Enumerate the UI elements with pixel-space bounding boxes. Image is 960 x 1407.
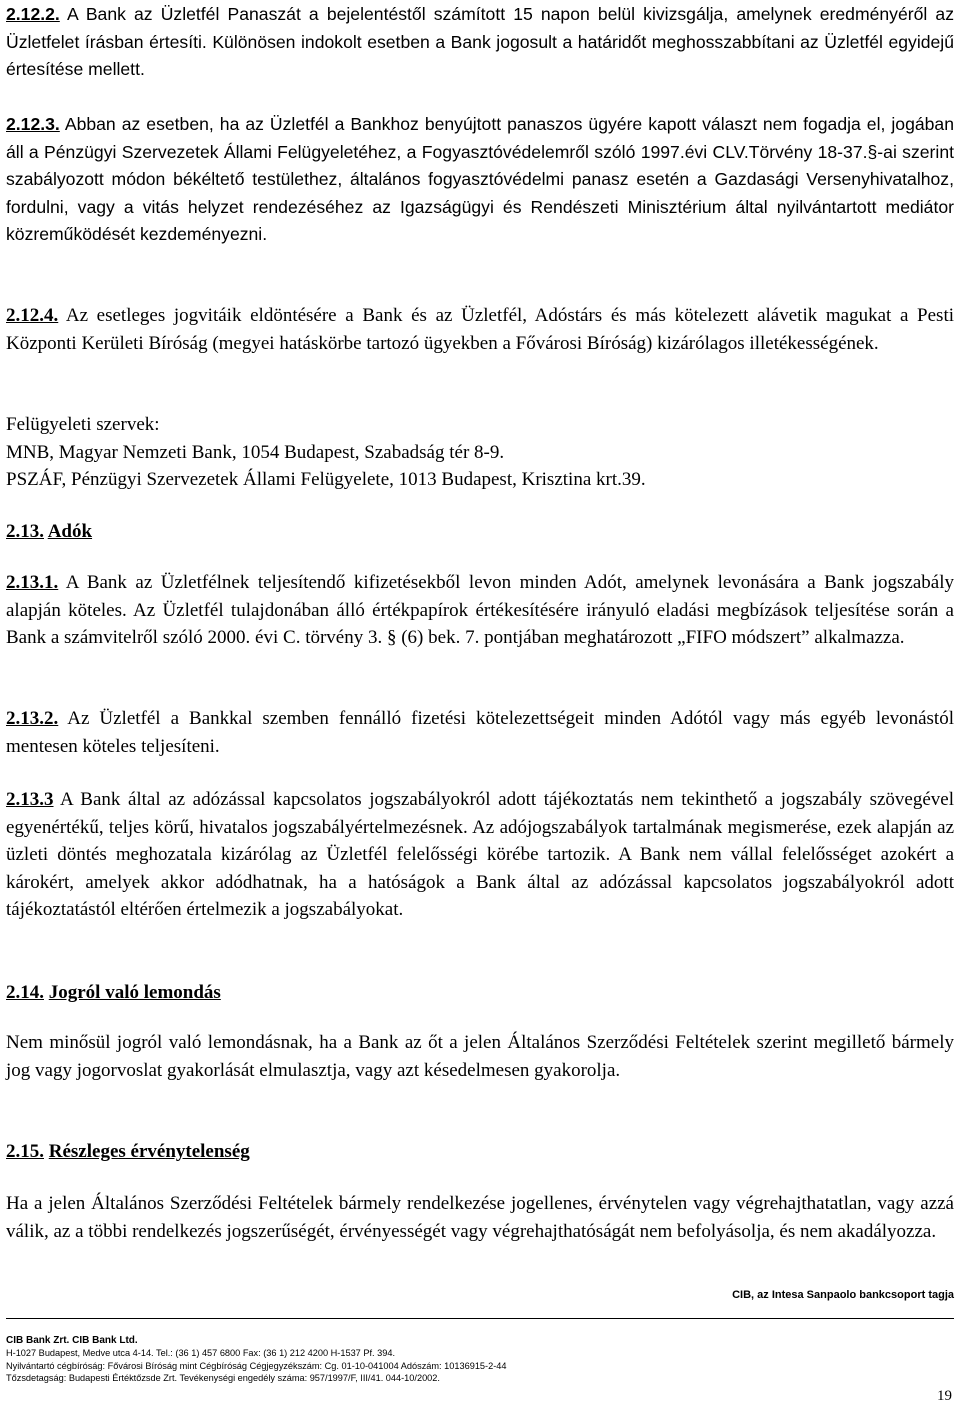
paragraph-text: A Bank az Üzletfél Panaszát a bejelentéstől számított 15 napon belül kivizsgálja, amelynek eredményéről az Üzletfelet írásban értesíti. Különösen indokolt esetben a Bank jogosult a határidőt meghosszabbítani az Üzletfél egyidejű értesítése mellett. bbox=[6, 4, 954, 79]
section-number: 2.13.3 bbox=[6, 789, 54, 810]
paragraph-2-15 bbox=[6, 1190, 954, 1245]
section-number: 2.12.3. bbox=[6, 114, 60, 134]
paragraph-text-continued: -ai szerint szabályozott módon békéltető testülethez, általános fogyasztóvédelmi panasz esetén a Gazdasági Versenyhivatalhoz, fordulni, vagy a vitás helyzet rendezéséhez az Igazságügyi és Rendészeti Minisztérium által nyilvántartott mediátor közreműködését kezdeményezni. bbox=[6, 141, 954, 244]
bank-group-tagline: CIB, az Intesa Sanpaolo bankcsoport tagja bbox=[732, 1289, 954, 1301]
paragraph-text: Az Üzletfél a Bankkal szemben fennálló fizetési kötelezettségeit minden Adótól vagy más egyéb levonástól mentesen köteles teljesíteni. bbox=[6, 708, 954, 757]
section-number: 2.13. bbox=[6, 521, 44, 542]
paragraph-2-12-3 bbox=[6, 111, 954, 249]
paragraph-2-13-3 bbox=[6, 786, 954, 924]
section-symbol: § bbox=[867, 141, 878, 162]
paragraph-text: Nem minősül jogról való lemondásnak, ha a Bank az őt a jelen Általános Szerződési Feltételek szerint megillető bármely jog vagy jogorvoslat gyakorlását elmulasztja, vagy azt késedelmesen gyakorolja. bbox=[6, 1032, 954, 1081]
footer-registry: Nyilvántartó cégbíróság: Fővárosi Bíróság mint Cégbíróság Cégjegyzékszám: Cg. 01-10-041004 Adószám: 10136915-2-44 bbox=[6, 1360, 507, 1371]
footer-stock-exchange: Tőzsdetagság: Budapesti Értéktőzsde Zrt. Tevékenységi engedély száma: 957/1997/F, III/41. 044-10/2002. bbox=[6, 1373, 440, 1384]
section-number: 2.12.2. bbox=[6, 4, 60, 24]
heading-2-13 bbox=[6, 518, 954, 546]
paragraph-text: Ha a jelen Általános Szerződési Feltételek bármely rendelkezése jogellenes, érvénytelen vagy végrehajthatatlan, vagy azzá válik, az a többi rendelkezés jogszerűségét, érvényességét vagy végrehajthatóságát nem befolyásolja, és nem akadályozza. bbox=[6, 1193, 954, 1242]
page-number: 19 bbox=[937, 1388, 952, 1404]
footer-divider bbox=[6, 1318, 954, 1319]
section-number: 2.13.1. bbox=[6, 572, 59, 593]
paragraph-2-12-4 bbox=[6, 302, 954, 357]
section-title: Részleges érvénytelenség bbox=[48, 1141, 250, 1162]
section-title: Adók bbox=[47, 521, 93, 542]
supervisor-mnb: MNB, Magyar Nemzeti Bank, 1054 Budapest, Szabadság tér 8-9. bbox=[6, 441, 505, 463]
paragraph-2-14 bbox=[6, 1029, 954, 1084]
supervisors-block bbox=[6, 411, 954, 494]
supervisor-pszaf: PSZÁF, Pénzügyi Szervezetek Állami Felügyelete, 1013 Budapest, Krisztina krt.39. bbox=[6, 469, 646, 490]
paragraph-2-13-2 bbox=[6, 705, 954, 760]
paragraph-text-continued: (6) bek. 7. pontjában meghatározott „FIFO módszert” alkalmazza. bbox=[401, 627, 905, 648]
heading-2-14 bbox=[6, 979, 954, 1007]
paragraph-text: A Bank az Üzletfélnek teljesítendő kifizetésekből levon minden Adót, amelynek levonására a Bank jogszabály alapján köteles. Az Üzletfél tulajdonában álló értékpapírok értékesítésére irányuló eladási megbízások teljesítése során a Bank a számvitelről szóló 2000. évi C. törvény 3. bbox=[6, 572, 955, 648]
supervisors-label: Felügyeleti szervek: bbox=[6, 414, 160, 435]
paragraph-2-12-2 bbox=[6, 1, 954, 84]
heading-2-15 bbox=[6, 1138, 954, 1166]
paragraph-text: Az esetleges jogvitáik eldöntésére a Bank és az Üzletfél, Adóstárs és más kötelezett alávetik magukat a Pesti Központi Kerületi Bíróság (megyei hatáskörbe tartozó ügyekben a Fővárosi Bíróság) kizárólagos illetékességének. bbox=[6, 305, 954, 354]
footer-address: H-1027 Budapest, Medve utca 4-14. Tel.: (36 1) 457 6800 Fax: (36 1) 212 4200 H-1537 Pf. 394. bbox=[6, 1348, 396, 1359]
section-number: 2.12.4. bbox=[6, 305, 59, 326]
section-symbol: § bbox=[386, 627, 397, 648]
paragraph-2-13-1 bbox=[6, 569, 954, 652]
paragraph-text: Abban az esetben, ha az Üzletfél a Bankhoz benyújtott panaszos ügyére kapott választ nem fogadja el, jogában áll a Pénzügyi Szervezetek Állami Felügyeletéhez, a Fogyasztóvédelemről szóló 1997.évi CLV.Törvény 18-37. bbox=[6, 114, 955, 162]
footer bbox=[6, 1335, 506, 1385]
section-number: 2.15. bbox=[6, 1141, 44, 1162]
section-number: 2.14. bbox=[6, 982, 44, 1003]
footer-company: CIB Bank Zrt. CIB Bank Ltd. bbox=[6, 1335, 138, 1346]
section-number: 2.13.2. bbox=[6, 708, 59, 729]
section-title: Jogról való lemondás bbox=[48, 982, 221, 1003]
paragraph-text: A Bank által az adózással kapcsolatos jogszabályokról adott tájékoztatás nem tekinthető a jogszabály szövegével egyenértékű, teljes körű, hivatalos jogszabályértelmezésnek. Az adójogszabályok tartalmának megismerése, ezek alapján az üzleti döntés meghozatala kizárólag az Üzletfél felelősségi körébe tartozik. A Bank nem vállal felelősséget azokért a károkért, amelyek akkor adódhatnak, ha a hatóságok a Bank által az adózással kapcsolatos jogszabályokról adott tájékoztatástól eltérően értelmezik a jogszabályokat. bbox=[6, 789, 954, 920]
